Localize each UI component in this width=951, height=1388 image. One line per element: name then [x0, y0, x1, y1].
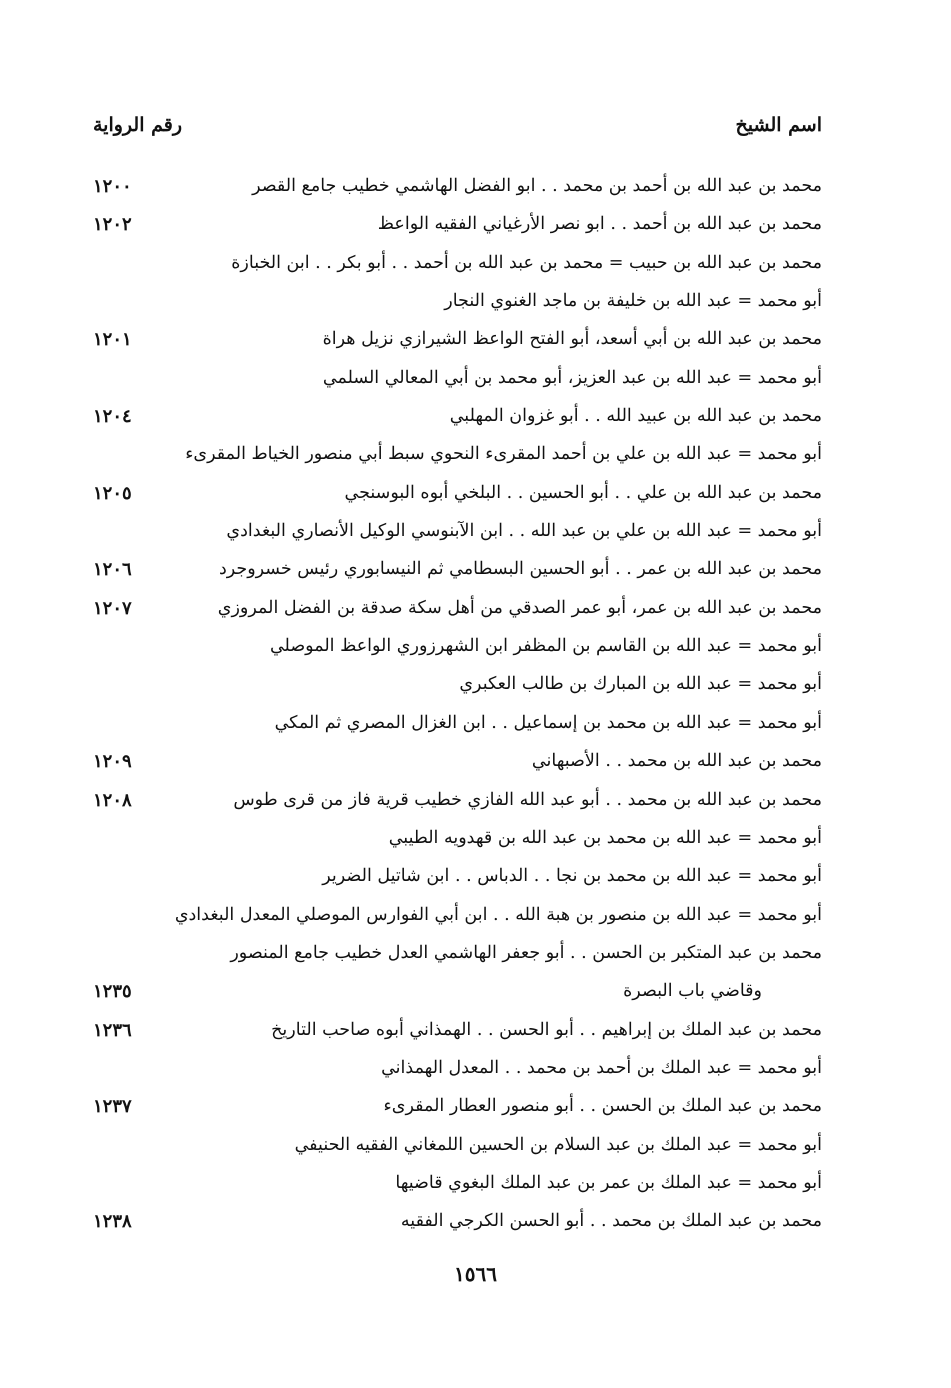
entry-name: محمد بن عبد الله بن عمر، أبو عمر الصدقي من أهل سكة صدقة بن الفضل المروزي	[217, 597, 822, 618]
entry-name: محمد بن عبد الله بن أحمد . . ابو نصر الأرغياني الفقيه الواعظ	[377, 214, 822, 235]
entry-row	[0, 1092, 951, 1130]
entry-name: محمد بن عبد الله بن أبي أسعد، أبو الفتح الواعظ الشيرازي نزيل هراة	[322, 329, 822, 350]
entry-number: ١٢٠١	[93, 329, 132, 351]
entry-number: ١٢٣٦	[93, 1019, 132, 1041]
entry-name: محمد بن عبد الله بن عبيد الله . . أبو غزوان المهلبي	[449, 406, 822, 427]
entry-row	[0, 1169, 951, 1207]
entry-row	[0, 594, 951, 632]
entry-name: أبو محمد = عبد الله بن المبارك بن طالب العكبري	[459, 674, 822, 695]
entry-number: ١٢٣٧	[93, 1096, 132, 1118]
entry-row	[0, 555, 951, 593]
entry-name: محمد بن عبد الله بن محمد . . الأصبهاني	[531, 751, 822, 772]
entry-row	[0, 364, 951, 402]
entry-row	[0, 824, 951, 862]
entry-row	[0, 670, 951, 708]
entry-name: أبو محمد = عبد الله بن محمد بن إسماعيل . . ابن الغزال المصري ثم المكي	[274, 712, 822, 733]
entry-name: محمد بن عبد الله بن أحمد بن محمد . . ابو الفضل الهاشمي خطيب جامع القصر	[252, 176, 822, 196]
entries-list	[0, 172, 951, 1246]
entry-number: ١٢٠٤	[93, 406, 132, 428]
entry-row	[0, 939, 951, 977]
entry-name: أبو محمد = عبد الله بن محمد بن نجا . . الدباس . . ابن شاتيل الضرير	[322, 866, 822, 887]
entry-number: ١٢٣٥	[93, 981, 132, 1003]
entry-row	[0, 862, 951, 900]
entry-number: ١٢٠٦	[93, 559, 132, 581]
entry-name: أبو محمد = عبد الملك بن عبد السلام بن الحسين اللمغاني الفقيه الحنيفي	[294, 1134, 822, 1155]
entry-row	[0, 440, 951, 478]
narration-number-header: رقم الرواية	[93, 114, 182, 136]
entry-name: محمد بن عبد الله بن محمد . . أبو عبد الله الفازي خطيب قرية فاز من قرى طوس	[233, 789, 822, 810]
entry-row	[0, 709, 951, 747]
entry-number: ١٢٠٧	[93, 597, 132, 619]
entry-row	[0, 901, 951, 939]
entry-name: محمد بن عبد الملك بن محمد . . أبو الحسن الكرجي الفقيه	[400, 1211, 822, 1232]
entry-number: ١٢٣٨	[93, 1211, 132, 1233]
entry-name: أبو محمد = عبد الله بن علي بن عبد الله . . ابن الآبنوسي الوكيل الأنصاري البغدادي	[226, 521, 822, 542]
entry-row	[0, 249, 951, 287]
entry-name: محمد بن عبد الله بن عمر . . أبو الحسين البسطامي ثم النيسابوري رئيس خسروجرد	[218, 559, 822, 580]
entry-row	[0, 747, 951, 785]
entry-name: محمد بن عبد الله بن علي . . أبو الحسين . . البلخي أبوه البوسنجي	[344, 482, 822, 503]
entry-row	[0, 172, 951, 210]
entry-name: أبو محمد = عبد الله بن خليفة بن ماجد الغنوي النجار	[444, 291, 822, 312]
entry-row	[0, 287, 951, 325]
entry-name: وقاضي باب البصرة	[623, 981, 762, 1002]
page-number: ١٥٦٦	[454, 1262, 497, 1286]
entry-name: أبو محمد = عبد الله بن منصور بن هبة الله . . ابن أبي الفوارس الموصلي المعدل البغدادي	[174, 904, 822, 925]
entry-row	[0, 402, 951, 440]
entry-row	[0, 325, 951, 363]
entry-name: محمد بن عبد الله بن حبيب = محمد بن عبد الله بن أحمد . . أبو بكر . . ابن الخبازة	[231, 252, 822, 273]
entry-name: أبو محمد = عبد الله بن محمد بن عبد الله بن قهدويه الطيبي	[388, 827, 822, 848]
entry-name: أبو محمد = عبد الله بن القاسم بن المظفر ابن الشهرزوري الواعظ الموصلي	[269, 636, 822, 657]
entry-row	[0, 517, 951, 555]
entry-row	[0, 977, 951, 1015]
entry-row	[0, 479, 951, 517]
entry-name: أبو محمد = عبد الله بن عبد العزيز، أبو محمد بن أبي المعالي السلمي	[322, 367, 822, 388]
entry-number: ١٢٠٩	[93, 751, 132, 773]
entry-row	[0, 1016, 951, 1054]
entry-name: أبو محمد = عبد الله بن علي بن أحمد المقرىء النحوي سبط أبي منصور الخياط المقرىء	[185, 444, 822, 465]
entry-number: ١٢٠٠	[93, 176, 132, 197]
entry-row	[0, 1207, 951, 1245]
entry-row	[0, 210, 951, 248]
entry-row	[0, 1054, 951, 1092]
entry-row	[0, 1131, 951, 1169]
entry-name: أبو محمد = عبد الملك بن عمر بن عبد الملك البغوي قاضيها	[395, 1172, 822, 1193]
sheikh-name-header: اسم الشيخ	[735, 114, 822, 136]
entry-name: محمد بن عبد الملك بن الحسن . . أبو منصور العطار المقرىء	[383, 1096, 822, 1117]
entry-number: ١٢٠٨	[93, 789, 132, 811]
entry-name: محمد بن عبد الملك بن إبراهيم . . أبو الحسن . . الهمذاني أبوه صاحب التاريخ	[271, 1019, 822, 1040]
entry-number: ١٢٠٢	[93, 214, 132, 236]
entry-row	[0, 786, 951, 824]
entry-row	[0, 632, 951, 670]
entry-name: أبو محمد = عبد الملك بن أحمد بن محمد . . المعدل الهمذاني	[381, 1057, 822, 1078]
entry-name: محمد بن عبد المتكبر بن الحسن . . أبو جعفر الهاشمي العدل خطيب جامع المنصور	[230, 942, 822, 963]
entry-number: ١٢٠٥	[93, 482, 132, 504]
